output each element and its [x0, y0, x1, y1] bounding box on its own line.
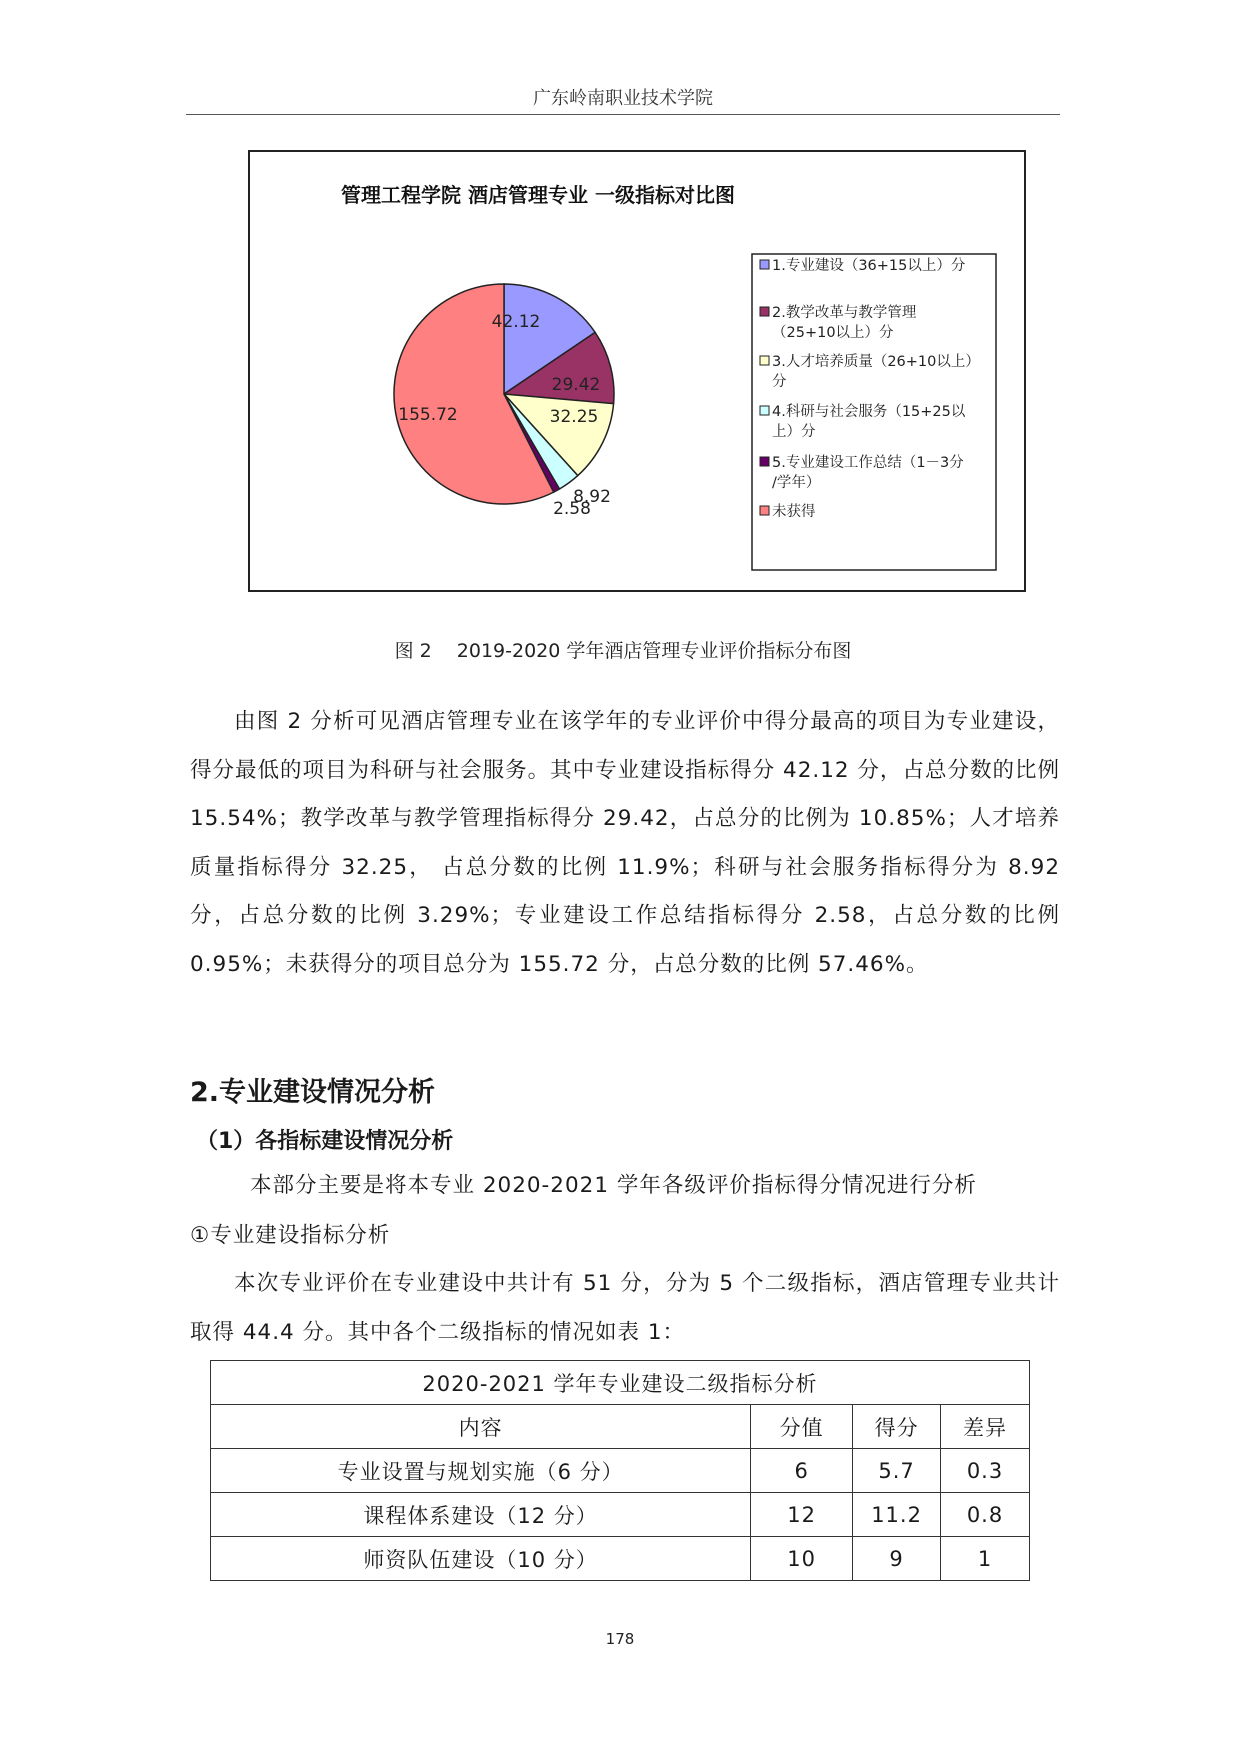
cell-score: 5.7 [853, 1449, 941, 1493]
header-difference: 差异 [941, 1405, 1030, 1449]
cell-score: 11.2 [853, 1493, 941, 1537]
subsection-heading: （1）各指标建设情况分析 [196, 1129, 454, 1154]
analysis-paragraph: 由图 2 分析可见酒店管理专业在该学年的专业评价中得分最高的项目为专业建设，得分最低的项目为科研与社会服务。其中专业建设指标得分 42.12 分，占总分数的比例 15.54%；教学改革与教学管理指标得分 29.42，占总分的比例为 10.85%；人才培养质量指标得分 32.25， 占总分数的比例 11.9%；科研与社会服务指标得分为 8.92 分，占总分数的比例 3.29%；专业建设工作总结指标得分 2.58，占总分数的比例 0.95%；未获得分的项目总分为 155.72 分，占总分数的比例 57.46%。 [190, 709, 1060, 977]
slice-data-label: 32.25 [549, 407, 599, 427]
legend-swatch [760, 457, 769, 466]
slice-data-label: 29.42 [551, 375, 601, 395]
cell-score: 9 [853, 1537, 941, 1581]
slice-data-label: 8.92 [573, 487, 611, 507]
legend-swatch [760, 260, 769, 269]
slice-data-label: 42.12 [491, 312, 541, 332]
cell-content: 师资队伍建设（10 分） [211, 1537, 751, 1581]
legend-label: 1.专业建设（36+15以上）分 [772, 258, 966, 274]
legend-label: 3.人才培养质量（26+10以上） [772, 354, 980, 370]
pie-chart [250, 152, 1024, 590]
header-score-value: 分值 [751, 1405, 853, 1449]
legend-label: （25+10以上）分 [772, 325, 894, 341]
cell-diff: 0.8 [941, 1493, 1030, 1537]
item-heading: ①专业建设指标分析 [190, 1223, 391, 1248]
legend-swatch [760, 406, 769, 415]
legend-label: 5.专业建设工作总结（1－3分 [772, 455, 964, 471]
cell-value: 10 [751, 1537, 853, 1581]
pie-chart-figure [248, 150, 1026, 592]
slice-data-label: 155.72 [398, 405, 458, 425]
cell-content: 课程体系建设（12 分） [211, 1493, 751, 1537]
table-row [211, 1449, 1030, 1493]
legend-label: 分 [772, 374, 787, 390]
page-number: 178 [605, 1630, 635, 1648]
cell-diff: 1 [941, 1537, 1030, 1581]
figure-caption: 图 2 2019-2020 学年酒店管理专业评价指标分布图 [394, 640, 852, 662]
legend-swatch [760, 307, 769, 316]
table-row [211, 1493, 1030, 1537]
table-caption: 2020-2021 学年专业建设二级指标分析 [211, 1361, 1030, 1405]
table-intro-paragraph: 本次专业评价在专业建设中共计有 51 分，分为 5 个二级指标，酒店管理专业共计取得 44.4 分。其中各个二级指标的情况如表 1： [190, 1271, 1060, 1345]
intro-line: 本部分主要是将本专业 2020-2021 学年各级评价指标得分情况进行分析 [250, 1173, 977, 1198]
legend-label: 2.教学改革与教学管理 [772, 305, 917, 321]
legend-swatch [760, 506, 769, 515]
header-score-obtained: 得分 [853, 1405, 941, 1449]
header-content: 内容 [211, 1405, 751, 1449]
chart-title: 管理工程学院 酒店管理专业 一级指标对比图 [341, 183, 735, 207]
cell-content: 专业设置与规划实施（6 分） [211, 1449, 751, 1493]
table-header-row [211, 1405, 1030, 1449]
indicator-table [210, 1360, 1030, 1581]
cell-value: 6 [751, 1449, 853, 1493]
cell-value: 12 [751, 1493, 853, 1537]
page-header: 广东岭南职业技术学院 [186, 84, 1060, 115]
legend-label: 4.科研与社会服务（15+25以 [772, 404, 966, 420]
slice-data-label: 2.58 [553, 499, 591, 519]
legend-label: /学年） [772, 475, 821, 491]
table-row [211, 1537, 1030, 1581]
legend-swatch [760, 356, 769, 365]
legend-label: 上）分 [772, 424, 816, 440]
section-heading: 2.专业建设情况分析 [190, 1077, 436, 1108]
legend-label: 未获得 [772, 504, 816, 520]
cell-diff: 0.3 [941, 1449, 1030, 1493]
